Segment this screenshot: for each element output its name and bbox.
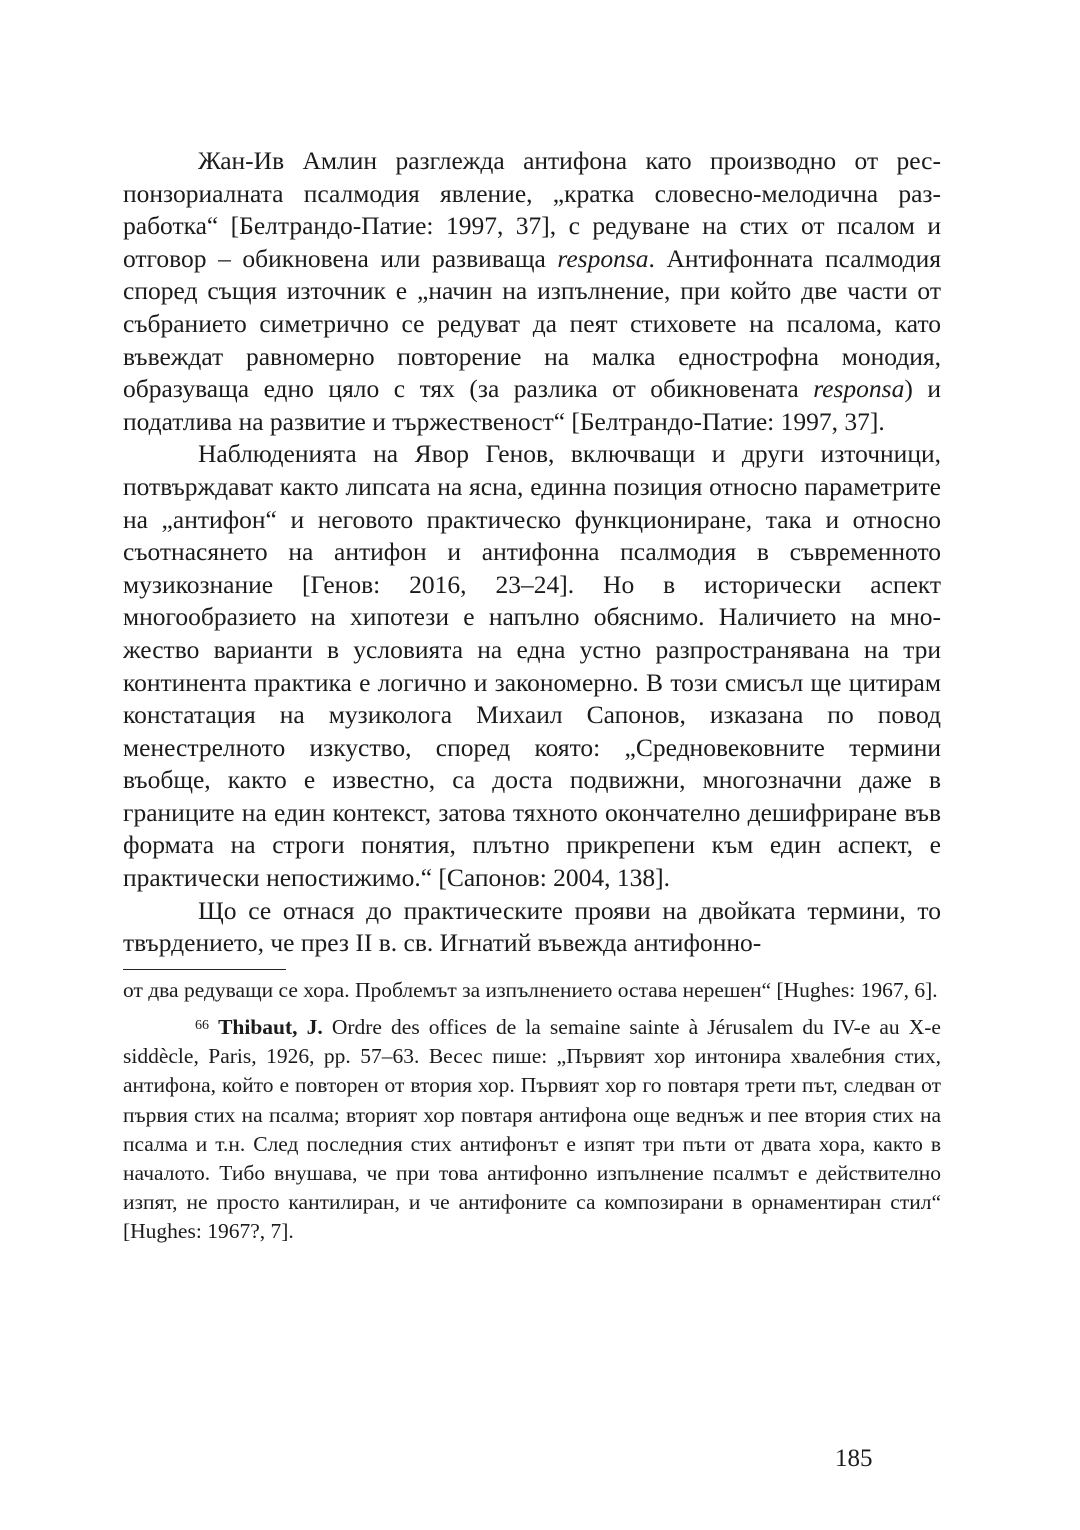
footnote-continuation: от два редуващи се хора. Проблемът за изпълнението остава нерешен“ [Hughes: 1967, 6]. — [123, 977, 938, 1002]
main-text — [123, 145, 941, 960]
paragraph-2: Наблюденията на Явор Генов, включващи и други източници, потвърждават както липсата на ясна, единна позиция относно параметрите на „антифон“ и неговото практическо функциониране, така и относно съотнасянето на антифон и антифонна псалмодия в съвременното музикознание [Генов: 2016, 23–24]. Но в исторически аспект многообразието на хипотези е напълно обяснимо. Наличието на множество варианти в условията на една устно разпространявана на три континента практика е логично и закономерно. В този смисъл ще цитирам констатация на музиколога Михаил Сапонов, изказана по повод менестрелното изкуство, според която: „Средновековните термини въобще, както е известно, са доста подвижни, многозначни даже в границите на един контекст, затова тяхното окончателно дешифриране във формата на строги понятия, плътно прикрепени към един аспект, е практически непостижимо.“ [Сапонов: 2004, 138]. — [123, 439, 941, 893]
italic-term: responsa — [813, 374, 905, 404]
footnote-author: Thibaut, J. — [218, 1015, 323, 1040]
paragraph-3: Що се отнася до практическите прояви на двойката термини, то твърдението, че през II в. св. Игнатий въвежда антифонно- — [123, 895, 941, 958]
page-content — [123, 145, 941, 1247]
footnote-66 — [123, 1011, 941, 1247]
footnote-number: 66 — [195, 1018, 209, 1034]
page-number: 185 — [835, 1445, 873, 1472]
footnote-text: Ordre des offices de la semaine sainte à Jérusalem du IV-e au X-e siddècle, Paris, 1926, pp. 57–63. Весес пише: „Първият хор интонира хвалебния стих, антифона, който е повторен от втория хор. Първият хор го повтаря трети път, следван от първия стих на псалма; вторият хор повтаря антифона още веднъж и пее втория стих на псалма и т.н. След последния стих антифонът е изпят три пъти от двата хора, както в началото. Тибо внушава, че при това антифонно изпълнение псалмът е действително изпят, не просто кантилиран, и че антифоните са композирани в орнаментиран стил“ [Hughes: 1967?, 7]. — [123, 1015, 941, 1244]
italic-term: responsa — [557, 243, 649, 273]
paragraph-1: Жан-Ив Амлин разглежда антифона като производно от респонзориалната псалмодия явление, „кратка словесно-мелодична разработка“ [Белтрандо-Патие: 1997, 37], с редуване на стих от псалом и отговор – обикновена или развиваща responsa. Антифонната псалмодия според същия източник е „начин на изпълнение, при който две части от събранието симетрично се редуват да пеят стиховете на псалома, като въвеждат равномерно повторение на малка еднострофна монодия, образуваща едно цяло с тях (за разлика от обикновената responsa) и податлива на развитие и тържественост“ [Белтрандо-Патие: 1997, 37]. — [123, 146, 941, 436]
footnote-separator — [123, 969, 286, 970]
footnotes — [123, 976, 941, 1247]
